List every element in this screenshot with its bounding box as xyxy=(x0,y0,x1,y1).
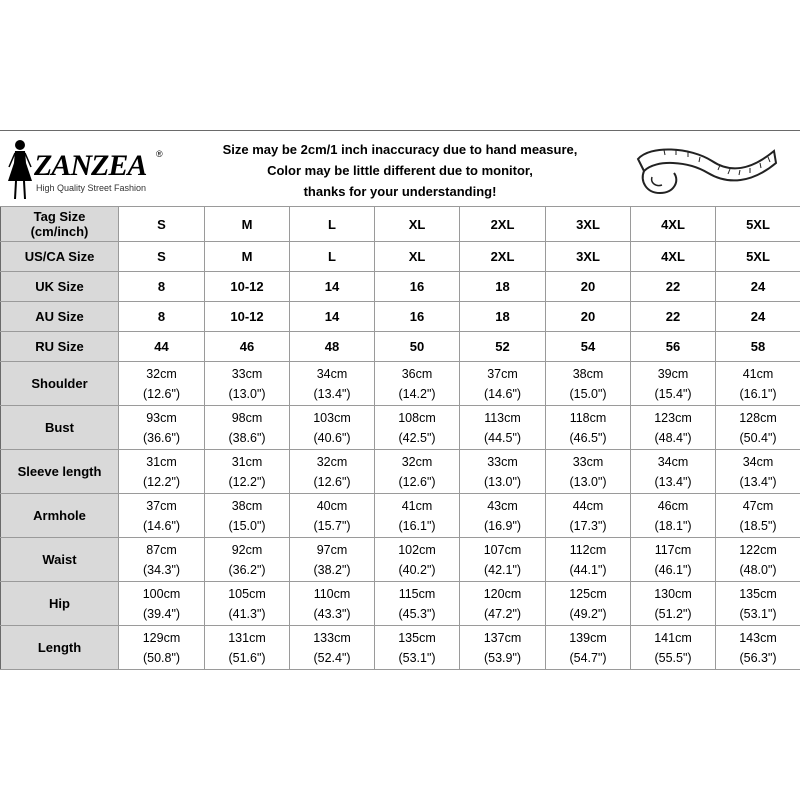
inch-value: (15.0") xyxy=(569,386,607,401)
inch-value: (47.2") xyxy=(483,606,522,621)
size-cell: 50 xyxy=(375,332,460,362)
measurement-cell xyxy=(460,538,546,582)
cm-value: 133cm xyxy=(313,630,351,645)
size-cell: 2XL xyxy=(460,242,546,272)
row-header-label: RU Size xyxy=(35,339,84,354)
measurement-cell xyxy=(716,538,800,582)
size-cell: 3XL xyxy=(546,207,631,242)
measurement-cell xyxy=(460,406,546,450)
row-header: Armhole xyxy=(1,494,119,538)
notice-line: Color may be little different due to monitor, xyxy=(267,163,533,178)
measurement-cell xyxy=(375,582,460,626)
size-cell: 14 xyxy=(290,272,375,302)
inch-value: (40.2") xyxy=(398,562,436,577)
size-cell: XL xyxy=(375,207,460,242)
inch-value: (48.0") xyxy=(739,562,777,577)
inch-value: (54.7") xyxy=(569,650,607,665)
cm-value: 115cm xyxy=(398,586,436,601)
cm-value: 47cm xyxy=(742,498,774,513)
size-cell: 22 xyxy=(631,302,716,332)
size-cell: 3XL xyxy=(546,242,631,272)
size-cell: S xyxy=(119,207,205,242)
measurement-cell xyxy=(546,494,631,538)
cm-value: 38cm xyxy=(572,366,604,381)
size-cell: 58 xyxy=(716,332,800,362)
size-cell: 18 xyxy=(460,272,546,302)
measurement-cell xyxy=(546,362,631,406)
brand-name: ZANZEA xyxy=(34,149,147,182)
measurement-cell xyxy=(716,450,800,494)
row-header xyxy=(1,332,119,362)
inch-value: (16.1") xyxy=(739,386,777,401)
measurement-cell xyxy=(290,582,375,626)
size-cell: 56 xyxy=(631,332,716,362)
measurement-cell xyxy=(375,450,460,494)
cm-value: 36cm xyxy=(401,366,433,381)
measurement-cell xyxy=(460,450,546,494)
size-cell: 46 xyxy=(205,332,290,362)
inch-value: (12.2") xyxy=(228,474,266,489)
size-table xyxy=(0,206,800,670)
cm-value: 41cm xyxy=(742,366,774,381)
size-cell: M xyxy=(205,207,290,242)
measurement-cell xyxy=(631,450,716,494)
size-row xyxy=(1,207,800,242)
inch-value: (55.5") xyxy=(654,650,692,665)
size-cell: 16 xyxy=(375,272,460,302)
inch-value: (43.3") xyxy=(313,606,351,621)
size-cell: 10-12 xyxy=(205,302,290,332)
inch-value: (50.4") xyxy=(739,430,777,445)
size-cell: 4XL xyxy=(631,207,716,242)
chart-header xyxy=(0,130,800,207)
inch-value: (42.5") xyxy=(398,430,436,445)
measurement-cell xyxy=(546,406,631,450)
inch-value: (14.6") xyxy=(142,518,181,533)
measurement-cell xyxy=(460,494,546,538)
measurement-cell xyxy=(546,582,631,626)
measurement-cell xyxy=(460,626,546,670)
measurement-cell xyxy=(716,626,800,670)
cm-value: 93cm xyxy=(146,410,177,425)
size-row xyxy=(1,242,800,272)
row-header-label: AU Size xyxy=(35,309,84,324)
cm-value: 105cm xyxy=(228,586,266,601)
measurement-cell xyxy=(716,582,800,626)
measurement-cell xyxy=(631,538,716,582)
measurement-row xyxy=(1,626,800,670)
cm-value: 32cm xyxy=(316,454,348,469)
measurement-cell xyxy=(375,538,460,582)
size-cell: 52 xyxy=(460,332,546,362)
inch-value: (13.0") xyxy=(569,474,607,489)
inch-value: (12.6") xyxy=(313,474,351,489)
cm-value: 34cm xyxy=(316,366,348,381)
inch-value: (15.7") xyxy=(313,518,351,533)
cm-value: 34cm xyxy=(742,454,774,469)
notice-line: Size may be 2cm/1 inch inaccuracy due to hand measure, xyxy=(222,142,578,157)
size-cell: L xyxy=(290,242,375,272)
size-cell: 54 xyxy=(546,332,631,362)
inch-value: (16.1") xyxy=(398,518,436,533)
row-header: Waist xyxy=(1,538,119,582)
measurement-cell xyxy=(119,582,205,626)
inch-value: (51.2") xyxy=(654,606,692,621)
cm-value: 41cm xyxy=(401,498,433,513)
inch-value: (53.1") xyxy=(739,606,777,621)
cm-value: 46cm xyxy=(657,498,689,513)
inch-value: (56.3") xyxy=(739,650,777,665)
size-cell: 5XL xyxy=(716,207,800,242)
measurement-cell xyxy=(375,406,460,450)
size-chart xyxy=(0,130,800,670)
inch-value: (41.3") xyxy=(228,606,266,621)
cm-value: 39cm xyxy=(657,366,689,381)
measurement-cell xyxy=(546,450,631,494)
measurement-cell xyxy=(205,362,290,406)
measurement-cell xyxy=(290,626,375,670)
inch-value: (16.9") xyxy=(483,518,522,533)
measurement-cell xyxy=(119,494,205,538)
inch-value: (12.6") xyxy=(398,474,436,489)
row-header-label: UK Size xyxy=(35,279,84,294)
measuring-tape-icon xyxy=(630,137,780,201)
row-header xyxy=(1,272,119,302)
row-header xyxy=(1,242,119,272)
row-header: Sleeve length xyxy=(1,450,119,494)
measurement-cell xyxy=(716,362,800,406)
size-cell: L xyxy=(290,207,375,242)
inch-value: (44.5") xyxy=(483,430,522,445)
cm-value: 33cm xyxy=(572,454,604,469)
measurement-cell xyxy=(205,450,290,494)
inch-value: (13.0") xyxy=(483,474,522,489)
size-row xyxy=(1,272,800,302)
cm-value: 122cm xyxy=(739,542,777,557)
cm-value: 97cm xyxy=(316,542,348,557)
cm-value: 110cm xyxy=(313,586,351,601)
inch-value: (49.2") xyxy=(569,606,607,621)
inch-value: (46.5") xyxy=(569,430,607,445)
size-cell: 4XL xyxy=(631,242,716,272)
measurement-cell xyxy=(546,538,631,582)
measurement-cell xyxy=(631,362,716,406)
cm-value: 33cm xyxy=(487,454,518,469)
cm-value: 107cm xyxy=(483,542,522,557)
cm-value: 108cm xyxy=(398,410,436,425)
measurement-cell xyxy=(546,626,631,670)
measurement-cell xyxy=(290,494,375,538)
inch-value: (36.6") xyxy=(142,430,181,445)
cm-value: 123cm xyxy=(654,410,692,425)
size-cell: 2XL xyxy=(460,207,546,242)
size-cell: 16 xyxy=(375,302,460,332)
inch-value: (42.1") xyxy=(483,562,522,577)
measurement-cell xyxy=(205,582,290,626)
cm-value: 130cm xyxy=(654,586,692,601)
measurement-row xyxy=(1,450,800,494)
cm-value: 128cm xyxy=(739,410,777,425)
measurement-row xyxy=(1,362,800,406)
row-header: Shoulder xyxy=(1,362,119,406)
measurement-cell xyxy=(290,538,375,582)
inch-value: (12.2") xyxy=(142,474,181,489)
size-cell: 18 xyxy=(460,302,546,332)
size-cell: 22 xyxy=(631,272,716,302)
measurement-cell xyxy=(119,406,205,450)
cm-value: 141cm xyxy=(654,630,692,645)
measurement-cell xyxy=(290,450,375,494)
measurement-row xyxy=(1,406,800,450)
measurement-row xyxy=(1,582,800,626)
cm-value: 37cm xyxy=(487,366,518,381)
measurement-cell xyxy=(290,362,375,406)
inch-value: (18.5") xyxy=(739,518,777,533)
measurement-cell xyxy=(119,362,205,406)
cm-value: 125cm xyxy=(569,586,607,601)
cm-value: 33cm xyxy=(231,366,263,381)
size-cell: 24 xyxy=(716,272,800,302)
measurement-cell xyxy=(205,626,290,670)
size-cell: 20 xyxy=(546,272,631,302)
inch-value: (12.6") xyxy=(142,386,181,401)
registered-mark: ® xyxy=(156,149,163,159)
measurement-row xyxy=(1,494,800,538)
measurement-cell xyxy=(460,582,546,626)
cm-value: 100cm xyxy=(142,586,181,601)
row-header: Bust xyxy=(1,406,119,450)
inch-value: (45.3") xyxy=(398,606,436,621)
measurement-cell xyxy=(205,494,290,538)
inch-value: (48.4") xyxy=(654,430,692,445)
cm-value: 31cm xyxy=(146,454,177,469)
cm-value: 31cm xyxy=(231,454,263,469)
cm-value: 102cm xyxy=(398,542,436,557)
inch-value: (13.4") xyxy=(313,386,351,401)
size-cell: 48 xyxy=(290,332,375,362)
inch-value: (38.2") xyxy=(313,562,351,577)
row-header xyxy=(1,302,119,332)
inch-value: (36.2") xyxy=(228,562,266,577)
row-header: Hip xyxy=(1,582,119,626)
cm-value: 113cm xyxy=(484,410,521,425)
inch-value: (44.1") xyxy=(569,562,607,577)
size-cell: 8 xyxy=(119,302,205,332)
size-row xyxy=(1,302,800,332)
cm-value: 32cm xyxy=(146,366,177,381)
notice-line: thanks for your understanding! xyxy=(303,184,497,199)
cm-value: 44cm xyxy=(572,498,604,513)
row-header-label: US/CA Size xyxy=(24,249,95,264)
cm-value: 32cm xyxy=(401,454,433,469)
measurement-cell xyxy=(375,362,460,406)
inch-value: (14.2") xyxy=(398,386,436,401)
inch-value: (53.9") xyxy=(483,650,522,665)
measurement-cell xyxy=(205,406,290,450)
cm-value: 118cm xyxy=(569,410,607,425)
cm-value: 112cm xyxy=(569,542,607,557)
measurement-cell xyxy=(119,626,205,670)
cm-value: 117cm xyxy=(654,542,692,557)
measurement-cell xyxy=(119,538,205,582)
cm-value: 34cm xyxy=(657,454,689,469)
size-cell: 8 xyxy=(119,272,205,302)
inch-value: (51.6") xyxy=(228,650,266,665)
measurement-cell xyxy=(290,406,375,450)
cm-value: 87cm xyxy=(146,542,177,557)
inch-value: (40.6") xyxy=(313,430,351,445)
size-cell: 20 xyxy=(546,302,631,332)
cm-value: 137cm xyxy=(483,630,522,645)
brand-logo xyxy=(6,137,176,201)
measurement-cell xyxy=(375,494,460,538)
cm-value: 139cm xyxy=(569,630,607,645)
inch-value: (46.1") xyxy=(654,562,692,577)
inch-value: (50.8") xyxy=(142,650,181,665)
size-cell: 14 xyxy=(290,302,375,332)
measurement-notice xyxy=(190,139,610,202)
cm-value: 103cm xyxy=(313,410,351,425)
measurement-cell xyxy=(119,450,205,494)
size-cell: 10-12 xyxy=(205,272,290,302)
inch-value: (13.4") xyxy=(654,474,692,489)
cm-value: 92cm xyxy=(231,542,263,557)
cm-value: 43cm xyxy=(487,498,518,513)
inch-value: (39.4") xyxy=(142,606,181,621)
measurement-cell xyxy=(205,538,290,582)
cm-value: 98cm xyxy=(231,410,263,425)
measurement-cell xyxy=(631,582,716,626)
cm-value: 135cm xyxy=(398,630,436,645)
measurement-cell xyxy=(631,406,716,450)
measurement-cell xyxy=(375,626,460,670)
inch-value: (34.3") xyxy=(142,562,181,577)
measurement-cell xyxy=(716,494,800,538)
inch-value: (17.3") xyxy=(569,518,607,533)
inch-value: (52.4") xyxy=(313,650,351,665)
inch-value: (38.6") xyxy=(228,430,266,445)
measurement-row xyxy=(1,538,800,582)
cm-value: 40cm xyxy=(316,498,348,513)
brand-tagline: High Quality Street Fashion xyxy=(36,183,147,193)
inch-value: (15.0") xyxy=(228,518,266,533)
inch-value: (53.1") xyxy=(398,650,436,665)
size-cell: S xyxy=(119,242,205,272)
inch-value: (13.4") xyxy=(739,474,777,489)
inch-value: (15.4") xyxy=(654,386,692,401)
size-cell: 5XL xyxy=(716,242,800,272)
cm-value: 38cm xyxy=(231,498,263,513)
row-header-unit: (cm/inch) xyxy=(30,224,89,239)
inch-value: (13.0") xyxy=(228,386,266,401)
woman-silhouette-icon xyxy=(6,137,34,201)
cm-value: 129cm xyxy=(142,630,181,645)
inch-value: (18.1") xyxy=(654,518,692,533)
cm-value: 131cm xyxy=(228,630,266,645)
size-cell: M xyxy=(205,242,290,272)
cm-value: 120cm xyxy=(483,586,522,601)
row-header-label: Tag Size xyxy=(33,209,86,224)
size-cell: 24 xyxy=(716,302,800,332)
cm-value: 37cm xyxy=(146,498,177,513)
inch-value: (14.6") xyxy=(483,386,522,401)
cm-value: 143cm xyxy=(739,630,777,645)
cm-value: 135cm xyxy=(739,586,777,601)
size-row xyxy=(1,332,800,362)
measurement-cell xyxy=(631,626,716,670)
row-header: Length xyxy=(1,626,119,670)
measurement-cell xyxy=(631,494,716,538)
row-header xyxy=(1,207,119,242)
measurement-cell xyxy=(460,362,546,406)
measurement-cell xyxy=(716,406,800,450)
size-cell: 44 xyxy=(119,332,205,362)
size-cell: XL xyxy=(375,242,460,272)
